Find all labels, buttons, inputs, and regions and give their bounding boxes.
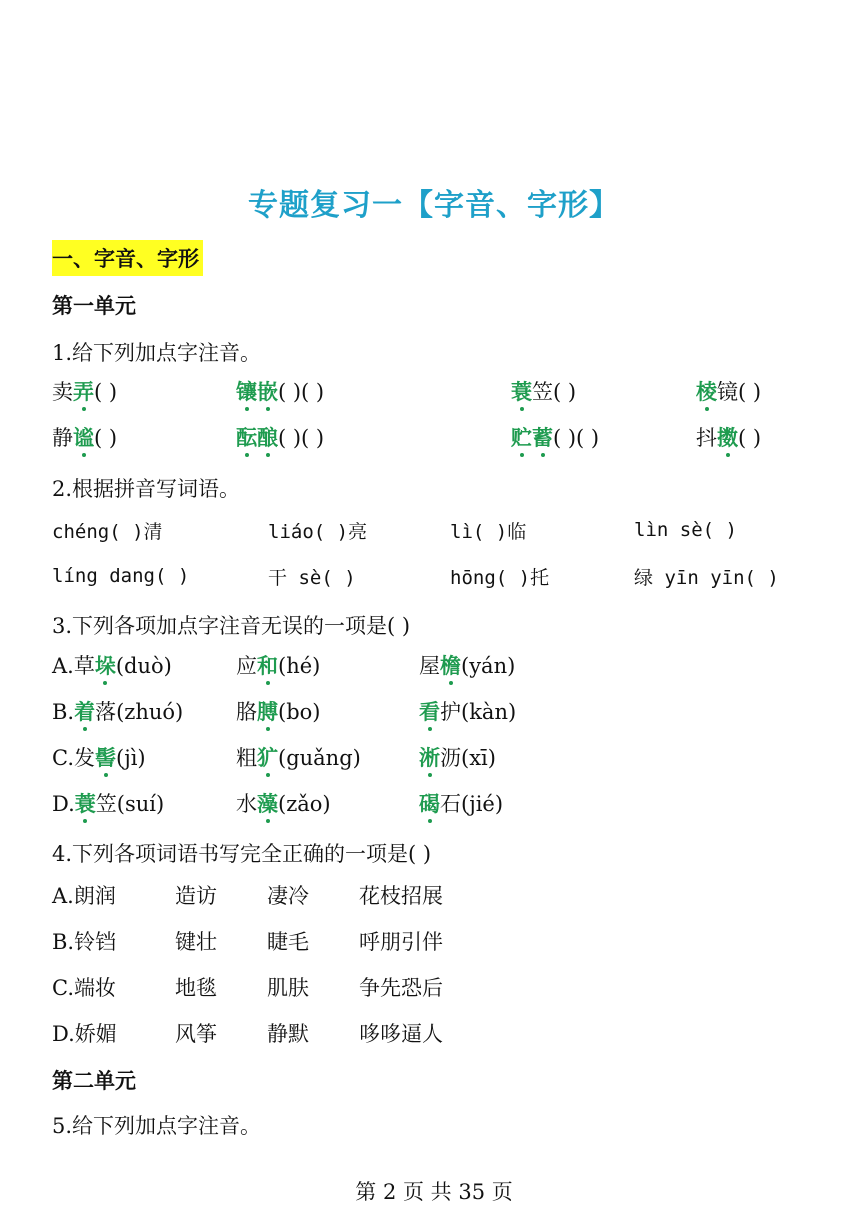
q4-row [52, 880, 848, 914]
dotted-char: 弄 [73, 379, 94, 404]
item-text: ( )( ) [278, 426, 325, 450]
item-text: (zǎo) [278, 792, 331, 816]
item-text: 花枝招展 [359, 884, 443, 908]
question-5: 5.给下列加点字注音。 [52, 1114, 262, 1138]
item-text: 应 [236, 654, 257, 678]
dotted-char: 谧 [73, 425, 94, 450]
q4-item [359, 880, 443, 910]
item-text: (jì) [116, 746, 146, 770]
item-text: 屋 [419, 654, 440, 678]
item-text: ( ) [738, 426, 762, 450]
dotted-character [75, 791, 96, 816]
unit-heading-2: 第二单元 [52, 1069, 136, 1093]
question-4: 4.下列各项词语书写完全正确的一项是( ) [52, 842, 432, 866]
section-heading: 一、字音、字形 [52, 240, 203, 276]
item-text: (duò) [115, 654, 172, 678]
dotted-character [717, 425, 738, 450]
item-text: 卖 [52, 380, 73, 404]
item-text: 石(jié) [440, 792, 504, 816]
item-text: C.端妆 [52, 976, 116, 1000]
dotted-character [257, 653, 278, 678]
dotted-character [73, 379, 94, 404]
q3-item [52, 696, 183, 726]
q3-item [52, 742, 146, 772]
q1-item [511, 422, 599, 452]
q3-row [52, 788, 848, 822]
dotted-char: 蓑 [74, 791, 96, 816]
item-text: 凄冷 [267, 884, 309, 908]
q3-row [52, 650, 848, 684]
dotted-char: 犷 [257, 745, 278, 770]
item-text: ( )( ) [278, 380, 325, 404]
dotted-character [511, 425, 553, 450]
dotted-character [440, 653, 461, 678]
q4-item [359, 1018, 443, 1048]
q1-row [52, 376, 848, 410]
pinyin-item-text: chéng( )清 [52, 521, 163, 543]
dotted-char: 蓄 [532, 425, 553, 450]
item-text: ( ) [94, 426, 118, 450]
q3-item [419, 650, 515, 680]
q4-item [267, 1018, 309, 1048]
item-text: 造访 [175, 884, 217, 908]
dotted-char: 擞 [717, 425, 738, 450]
item-text: (bo) [278, 700, 321, 724]
item-text: D.娇媚 [52, 1022, 117, 1046]
pinyin-item-text: 绿 yīn yīn( ) [634, 567, 779, 589]
dotted-character [95, 745, 116, 770]
item-text: 静 [52, 426, 73, 450]
dotted-character [419, 699, 440, 724]
q1-item [52, 422, 117, 452]
item-text: 水 [236, 792, 257, 816]
item-text: 护(kàn) [440, 700, 517, 724]
q4-item [267, 880, 309, 910]
q2-item [634, 563, 779, 590]
dotted-char: 淅 [419, 745, 440, 770]
item-text: C.发 [52, 746, 95, 770]
q4-item [52, 972, 116, 1002]
dotted-char: 酝 [236, 425, 257, 450]
item-text: 睫毛 [267, 930, 309, 954]
q3-item [236, 650, 320, 680]
dotted-character [696, 379, 717, 404]
q3-item [236, 742, 361, 772]
item-text: 落(zhuó) [95, 700, 184, 724]
q4-item [52, 1018, 117, 1048]
question-2: 2.根据拼音写词语。 [52, 477, 241, 501]
pinyin-item-text: hōng( )托 [450, 567, 550, 589]
item-text: A.朗润 [52, 884, 116, 908]
q1-item [696, 422, 761, 452]
q2-item [52, 517, 163, 544]
page-footer: 第 2 页 共 35 页 [355, 1180, 513, 1204]
item-text: 粗 [236, 746, 257, 770]
item-text: 肌肤 [267, 976, 309, 1000]
item-text: 笠(suí) [95, 792, 165, 816]
q1-item [52, 376, 117, 406]
item-text: B.铃铛 [52, 930, 117, 954]
q4-item [175, 1018, 217, 1048]
item-text: D. [52, 792, 75, 816]
q3-item [236, 788, 331, 818]
unit-heading-1: 第一单元 [52, 294, 136, 318]
q3-item [419, 696, 516, 726]
dotted-character [419, 745, 440, 770]
item-text: B. [52, 700, 75, 724]
q4-item [52, 926, 116, 956]
q3-item [236, 696, 320, 726]
dotted-char: 藻 [257, 791, 278, 816]
q2-item [52, 563, 189, 587]
item-text: 争先恐后 [359, 976, 443, 1000]
item-text: 风筝 [175, 1022, 217, 1046]
item-text: 镜( ) [717, 380, 762, 404]
q4-item [175, 926, 217, 956]
dotted-character [419, 791, 440, 816]
q4-item [175, 972, 217, 1002]
q2-row [52, 517, 848, 551]
pinyin-item-text: líng dang( ) [52, 565, 190, 587]
q4-item [175, 880, 217, 910]
q3-row [52, 696, 848, 730]
q4-row [52, 972, 848, 1006]
dotted-char: 着 [74, 699, 96, 724]
pinyin-item-text: 干 sè( ) [268, 567, 356, 589]
item-text: (guǎng) [278, 746, 361, 770]
item-text: 键壮 [175, 930, 217, 954]
q2-item [450, 517, 526, 544]
dotted-char: 和 [257, 653, 278, 678]
pinyin-item-text: liáo( )亮 [268, 521, 368, 543]
item-text: A.草 [52, 654, 95, 678]
dotted-char: 贮 [511, 425, 532, 450]
dotted-char: 膊 [257, 699, 278, 724]
dotted-character [73, 425, 94, 450]
dotted-character [257, 791, 278, 816]
item-text: 沥(xī) [440, 746, 496, 770]
item-text: 胳 [236, 700, 257, 724]
item-text: ( )( ) [553, 426, 600, 450]
q4-row [52, 926, 848, 960]
page-title: 专题复习一【字音、字形】 [248, 188, 620, 223]
q1-item [236, 422, 324, 452]
item-text: (hé) [278, 654, 321, 678]
question-1: 1.给下列加点字注音。 [52, 341, 262, 365]
dotted-char: 髻 [95, 745, 116, 770]
dotted-character [74, 699, 95, 724]
q3-row [52, 742, 848, 776]
q1-item [696, 376, 761, 406]
pinyin-item-text: lìn sè( ) [634, 519, 737, 541]
item-text: 笠( ) [532, 380, 577, 404]
dotted-char: 看 [419, 699, 440, 724]
q3-item [52, 650, 172, 680]
q4-row [52, 1018, 848, 1052]
dotted-char: 檐 [440, 653, 461, 678]
item-text: 呼朋引伴 [359, 930, 443, 954]
q2-item [450, 563, 549, 590]
item-text: 地毯 [175, 976, 217, 1000]
q2-row [52, 563, 848, 597]
q2-item [268, 563, 356, 590]
q3-item [419, 742, 496, 772]
q4-item [52, 880, 116, 910]
pinyin-item-text: lì( )临 [450, 521, 527, 543]
dotted-character [95, 653, 116, 678]
item-text: ( ) [94, 380, 118, 404]
item-text: 哆哆逼人 [359, 1022, 443, 1046]
dotted-char: 镶 [236, 379, 257, 404]
q1-item [236, 376, 324, 406]
q2-item [634, 517, 737, 541]
dotted-character [511, 379, 532, 404]
q1-item [511, 376, 576, 406]
dotted-character [236, 425, 278, 450]
dotted-character [257, 745, 278, 770]
dotted-char: 垛 [94, 653, 116, 678]
q2-item [268, 517, 367, 544]
q4-item [359, 926, 443, 956]
q4-item [267, 926, 309, 956]
q4-item [359, 972, 443, 1002]
q1-row [52, 422, 848, 456]
dotted-character [236, 379, 278, 404]
question-3: 3.下列各项加点字注音无误的一项是( ) [52, 614, 411, 638]
item-text: 静默 [267, 1022, 309, 1046]
q4-item [267, 972, 309, 1002]
dotted-char: 蓑 [511, 379, 532, 404]
dotted-char: 嵌 [257, 379, 278, 404]
dotted-char: 酿 [257, 425, 278, 450]
dotted-char: 棱 [696, 379, 717, 404]
dotted-char: 碣 [419, 791, 440, 816]
item-text: (yán) [461, 654, 516, 678]
item-text: 抖 [696, 426, 717, 450]
dotted-character [257, 699, 278, 724]
q3-item [52, 788, 164, 818]
q3-item [419, 788, 503, 818]
